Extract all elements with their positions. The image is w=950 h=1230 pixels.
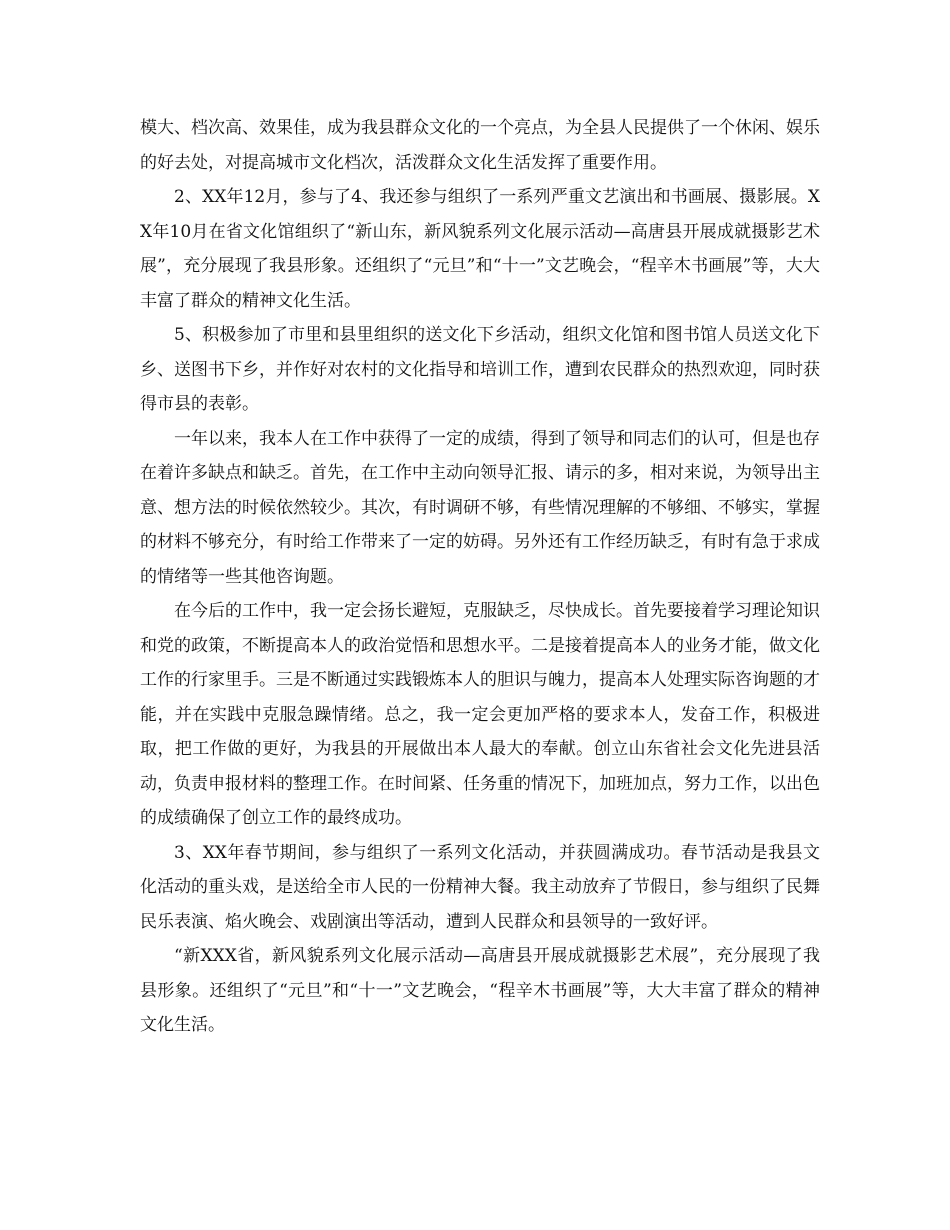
paragraph-future-plan: 在今后的工作中，我一定会扬长避短，克服缺乏，尽快成长。首先要接着学习理论知识和党的政策，不断提高本人的政治觉悟和思想水平。二是接着提高本人的业务才能，做文化工作的行家里手。三是不断通过实践锻炼本人的胆识与魄力，提高本人处理实际咨询题的才能，并在实践中克服急躁情绪。总之，我一定会更加严格的要求本人，发奋工作，积极进取，把工作做的更好，为我县的开展做出本人最大的奉献。创立山东省社会文化先进县活动，负责申报材料的整理工作。在时间紧、任务重的情况下，加班加点，努力工作，以出色的成绩确保了创立工作的最终成功。 (140, 601, 820, 828)
document-body (140, 111, 820, 1043)
paragraph-exhibition: “新XXX省，新风貌系列文化展示活动—高唐县开展成就摄影艺术展”，充分展现了我县形象。还组织了“元旦”和“十一”文艺晚会，“程辛木书画展”等，大大丰富了群众的精神文化生活。 (140, 946, 820, 1035)
paragraph-continuation: 模大、档次高、效果佳，成为我县群众文化的一个亮点，为全县人民提供了一个休闲、娱乐的好去处，对提高城市文化档次，活泼群众文化生活发挥了重要作用。 (140, 118, 820, 173)
paragraph-item-2: 2、XX年12月，参与了4、我还参与组织了一系列严重文艺演出和书画展、摄影展。XX年10月在省文化馆组织了“新山东，新风貌系列文化展示活动—高唐县开展成就摄影艺术展”，充分展现了我县形象。还组织了“元旦”和“十一”文艺晚会，“程辛木书画展”等，大大丰富了群众的精神文化生活。 (140, 187, 820, 311)
paragraph-self-assessment: 一年以来，我本人在工作中获得了一定的成绩，得到了领导和同志们的认可，但是也存在着许多缺点和缺乏。首先，在工作中主动向领导汇报、请示的多，相对来说，为领导出主意、想方法的时候依然较少。其次，有时调研不够，有些情况理解的不够细、不够实，掌握的材料不够充分，有时给工作带来了一定的妨碍。另外还有工作经历缺乏，有时有急于求成的情绪等一些其他咨询题。 (140, 428, 820, 587)
paragraph-item-5: 5、积极参加了市里和县里组织的送文化下乡活动，组织文化馆和图书馆人员送文化下乡、送图书下乡，并作好对农村的文化指导和培训工作，遭到农民群众的热烈欢迎，同时获得市县的表彰。 (140, 325, 820, 414)
paragraph-item-3: 3、XX年春节期间，参与组织了一系列文化活动，并获圆满成功。春节活动是我县文化活动的重头戏，是送给全市人民的一份精神大餐。我主动放弃了节假日，参与组织了民舞民乐表演、焰火晚会、戏剧演出等活动，遭到人民群众和县领导的一致好评。 (140, 842, 820, 932)
